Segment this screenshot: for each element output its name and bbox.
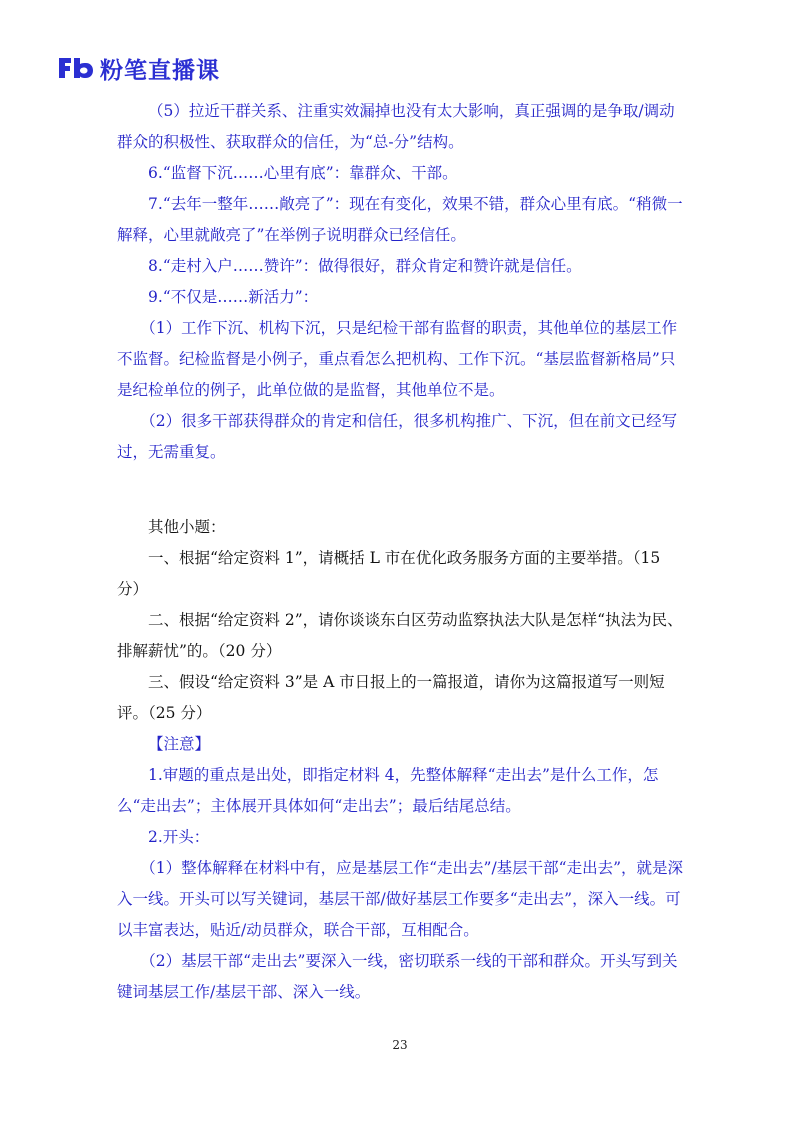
note-paragraph: 2.开头： [148,828,210,846]
answer-paragraph: 8.“走村入户……赞许”：做得很好，群众肯定和赞许就是信任。 [148,257,582,275]
notes-title: 【注意】 [148,735,211,753]
question-item: 三、假设“给定资料 3”是 A 市日报上的一篇报道，请你为这篇报道写一则短评。（25 分） [117,673,665,722]
question-item: 一、根据“给定资料 1”，请概括 L 市在优化政务服务方面的主要举措。（15 分） [117,549,661,598]
note-paragraph: 1.审题的重点是出处，即指定材料 4，先整体解释“走出去”是什么工作，怎么“走出去”；主体展开具体如何“走出去”；最后结尾总结。 [117,766,659,815]
answer-paragraph: （2）很多干部获得群众的肯定和信任，很多机构推广、下沉，但在前文已经写过，无需重复。 [117,412,678,461]
logo-text: 粉笔直播课 [100,57,220,84]
section-gap [117,468,685,512]
page-number: 23 [392,1038,408,1052]
note-paragraph: （2）基层干部“走出去”要深入一线，密切联系一线的干部和群众。开头写到关键词基层工作/基层干部、深入一线。 [117,952,678,1001]
answer-paragraph: 7.“去年一整年……敞亮了”：现在有变化，效果不错，群众心里有底。“稍微一解释，心里就敞亮了”在举例子说明群众已经信任。 [117,195,683,244]
answer-paragraph: （5）拉近干群关系、注重实效漏掉也没有太大影响，真正强调的是争取/调动群众的积极性、获取群众的信任，为“总-分”结构。 [117,102,675,151]
note-paragraph: （1）整体解释在材料中有，应是基层工作“走出去”/基层干部“走出去”，就是深入一线。开头可以写关键词，基层干部/做好基层工作要多“走出去”，深入一线。可以丰富表达，贴近/动员群众，联合干部，互相配合。 [117,859,684,939]
section-title: 其他小题： [148,518,226,536]
answer-paragraph: 6.“监督下沉……心里有底”：靠群众、干部。 [148,164,458,182]
fb-logo-icon [56,56,94,80]
document-body [117,96,685,1008]
brand-logo [56,54,220,82]
answer-paragraph: 9.“不仅是……新活力”： [148,288,319,306]
question-item: 二、根据“给定资料 2”，请你谈谈东白区劳动监察执法大队是怎样“执法为民、排解薪忧”的。（20 分） [117,611,683,660]
answer-paragraph: （1）工作下沉、机构下沉，只是纪检干部有监督的职责，其他单位的基层工作不监督。纪检监督是小例子，重点看怎么把机构、工作下沉。“基层监督新格局”只是纪检单位的例子，此单位做的是监督，其他单位不是。 [117,319,678,399]
